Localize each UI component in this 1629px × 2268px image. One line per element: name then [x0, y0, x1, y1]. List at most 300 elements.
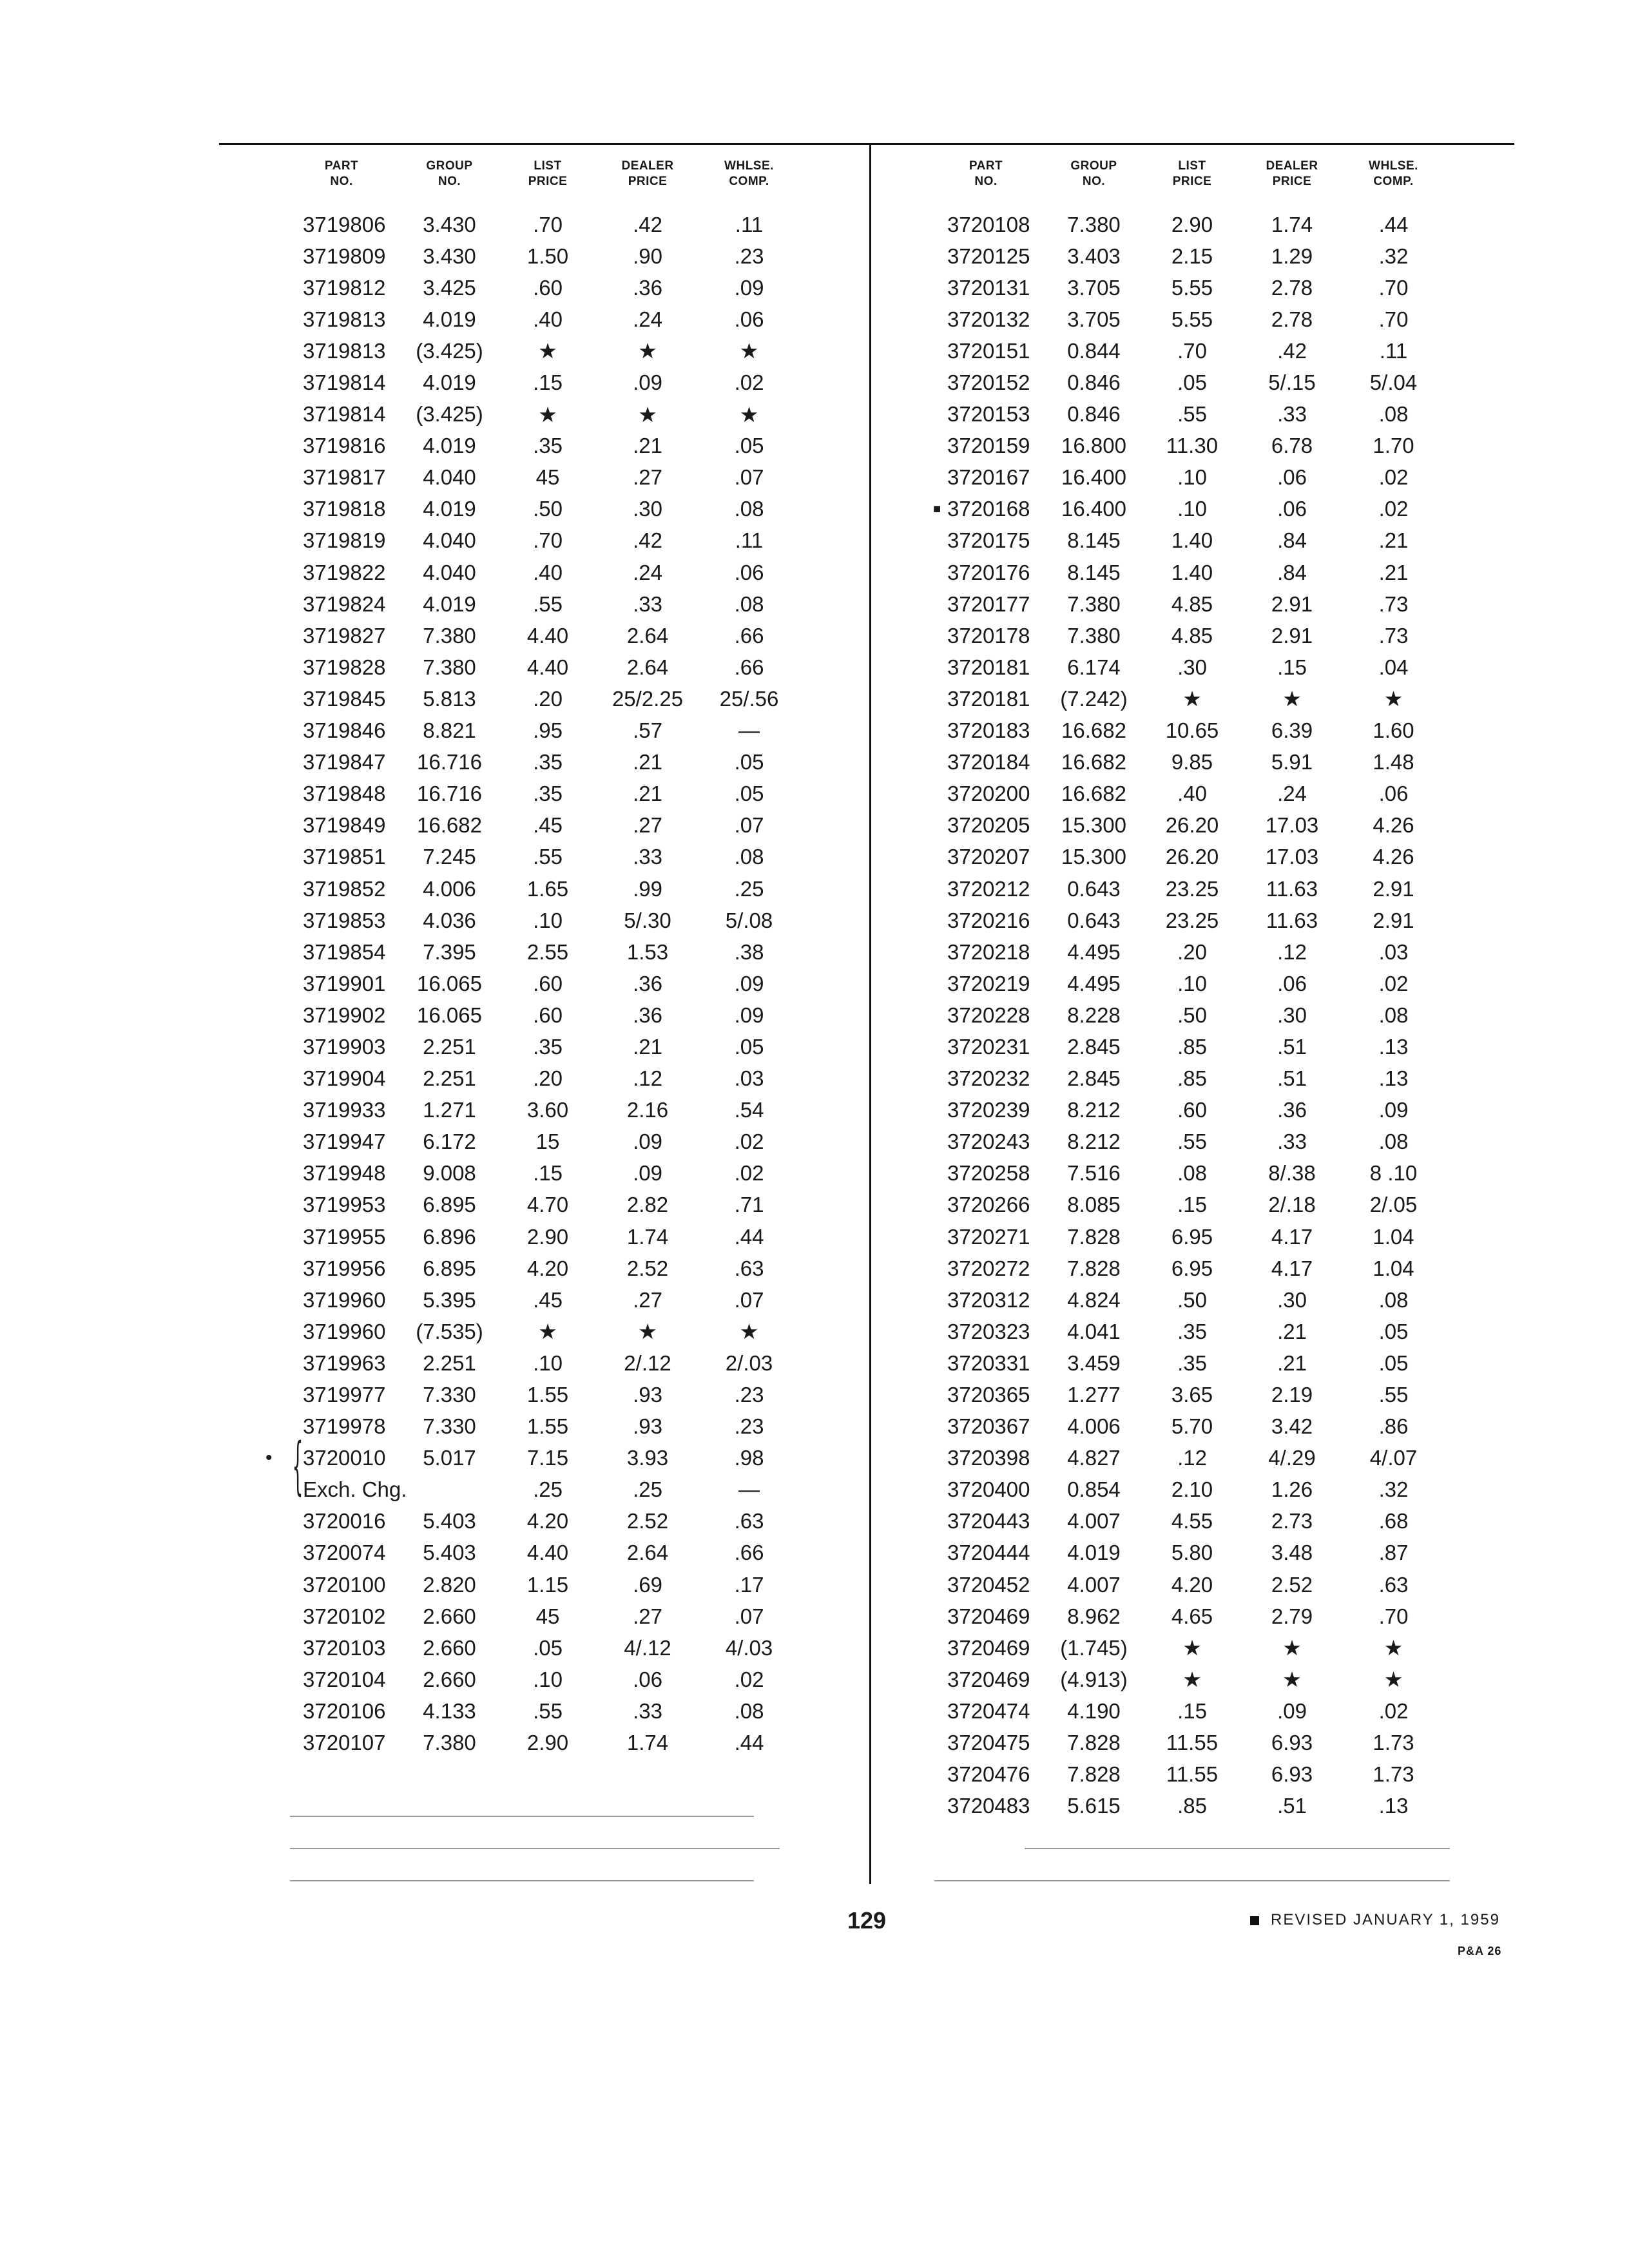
cell-list-price: 4.20 [526, 1256, 569, 1280]
cell-group-no: 5.403 [423, 1509, 476, 1533]
cell-dealer-price: 8/.38 [1268, 1161, 1316, 1186]
header-dealer-price: DEALER PRICE [621, 159, 674, 188]
right-table-body [928, 209, 1443, 1822]
cell-part-no: 3720312 [947, 1287, 1030, 1312]
cell-dealer-price: .36 [1277, 1098, 1307, 1122]
cell-list-price: .60 [533, 971, 563, 995]
cell-whlse-comp: .02 [1378, 465, 1409, 490]
cell-whlse-comp: .05 [1378, 1350, 1409, 1375]
cell-group-no: 5.403 [423, 1541, 476, 1565]
cell-part-no: 3720443 [947, 1509, 1030, 1533]
cell-group-no: 0.643 [1067, 876, 1121, 901]
cell-part-no: 3720153 [947, 402, 1030, 427]
cell-part-no: 3719814 [303, 370, 386, 395]
page-number: 129 [847, 1907, 887, 1934]
cell-whlse-comp: .25 [734, 876, 764, 901]
cell-part-no: 3720152 [947, 370, 1030, 395]
table-row [928, 399, 1443, 430]
table-row [284, 968, 799, 999]
table-row [928, 272, 1443, 303]
table-row [928, 557, 1443, 588]
cell-whlse-comp: 1.48 [1373, 750, 1414, 774]
cell-part-no: 3720272 [947, 1256, 1030, 1280]
cell-part-no: 3719960 [303, 1287, 386, 1312]
right-table-header [928, 159, 1443, 196]
cell-part-no: 3720016 [303, 1509, 386, 1533]
cell-part-no: 3720243 [947, 1129, 1030, 1154]
table-row [284, 209, 799, 240]
cell-group-no: 5.615 [1067, 1794, 1121, 1818]
cell-list-price: ★ [538, 339, 557, 363]
cell-dealer-price: ★ [638, 402, 657, 427]
cell-whlse-comp: — [738, 1477, 760, 1502]
cell-whlse-comp: .07 [734, 1604, 764, 1628]
table-row [284, 335, 799, 367]
cell-group-no: 6.895 [423, 1256, 476, 1280]
table-row [284, 683, 799, 715]
table-row [284, 936, 799, 968]
left-table-header [284, 159, 799, 196]
cell-part-no: 3720266 [947, 1193, 1030, 1217]
table-row [928, 715, 1443, 747]
cell-dealer-price: .24 [633, 560, 662, 584]
cell-group-no: 16.800 [1061, 434, 1126, 458]
cell-part-no: 3719956 [303, 1256, 386, 1280]
table-row [928, 810, 1443, 841]
table-row [928, 1600, 1443, 1632]
cell-list-price: .08 [1177, 1161, 1207, 1186]
cell-dealer-price: ★ [1282, 1636, 1302, 1660]
cell-list-price: .10 [533, 1667, 563, 1691]
cell-list-price: 45 [535, 1604, 560, 1628]
header-whlse-comp: WHLSE. COMP. [724, 159, 774, 188]
cell-list-price: 10.65 [1165, 718, 1219, 743]
table-row [928, 494, 1443, 525]
cell-whlse-comp: .09 [734, 971, 764, 995]
cell-group-no: 16.716 [417, 750, 482, 774]
cell-part-no: 3720177 [947, 591, 1030, 616]
cell-group-no: (3.425) [416, 402, 483, 427]
cell-whlse-comp: 4.26 [1373, 845, 1414, 869]
cell-whlse-comp: .08 [734, 845, 764, 869]
cell-part-no: Exch. Chg. [303, 1477, 407, 1502]
cell-dealer-price: 2.52 [626, 1509, 669, 1533]
cell-list-price: 1.40 [1171, 528, 1213, 553]
cell-group-no: 15.300 [1061, 845, 1126, 869]
table-row [284, 1695, 799, 1727]
cell-group-no: 4.041 [1067, 1319, 1121, 1343]
cell-dealer-price: 2.78 [1271, 275, 1313, 300]
table-row [928, 1474, 1443, 1506]
cell-whlse-comp: .02 [1378, 971, 1409, 995]
cell-list-price: 3.60 [526, 1098, 569, 1122]
cell-group-no: 4.827 [1067, 1446, 1121, 1470]
cell-dealer-price: .33 [1277, 402, 1307, 427]
cell-part-no: 3719849 [303, 813, 386, 838]
table-row [284, 1221, 799, 1253]
cell-group-no: 4.019 [423, 497, 476, 521]
cell-list-price: .50 [1177, 1003, 1207, 1027]
cell-whlse-comp: .23 [734, 1414, 764, 1439]
table-row [284, 557, 799, 588]
cell-group-no: 15.300 [1061, 813, 1126, 838]
cell-part-no: 3720107 [303, 1731, 386, 1755]
cell-whlse-comp: .11 [735, 212, 764, 236]
cell-list-price: ★ [1182, 687, 1202, 711]
cell-list-price: .45 [533, 813, 563, 838]
cell-group-no: 16.682 [417, 813, 482, 838]
cell-part-no: 3720331 [947, 1350, 1030, 1375]
cell-whlse-comp: .54 [734, 1098, 764, 1122]
cell-group-no: 3.705 [1067, 307, 1121, 331]
cell-part-no: 3720469 [947, 1635, 1030, 1660]
cell-part-no: 3720367 [947, 1414, 1030, 1439]
table-row [928, 1031, 1443, 1062]
table-row [284, 747, 799, 778]
cell-list-price: 23.25 [1165, 876, 1219, 901]
cell-list-price: .40 [533, 307, 563, 331]
cell-group-no: 7.380 [1067, 623, 1121, 648]
cell-whlse-comp: .55 [1378, 1383, 1409, 1407]
cell-dealer-price: 2.19 [1271, 1383, 1313, 1407]
cell-group-no: 7.380 [423, 655, 476, 679]
cell-list-price: 2.15 [1171, 244, 1213, 268]
cell-part-no: 3719902 [303, 1003, 386, 1027]
cell-whlse-comp: .17 [734, 1572, 764, 1597]
cell-group-no: (1.745) [1060, 1635, 1128, 1660]
cell-part-no: 3720212 [947, 876, 1030, 901]
table-row [284, 651, 799, 683]
cell-list-price: .35 [533, 434, 563, 458]
table-row [284, 999, 799, 1031]
cell-group-no: 7.828 [1067, 1256, 1121, 1280]
cell-group-no: 3.430 [423, 212, 476, 236]
cell-group-no: 3.459 [1067, 1350, 1121, 1375]
cell-list-price: .55 [1177, 1129, 1207, 1154]
cell-part-no: 3719812 [303, 275, 386, 300]
table-row [928, 525, 1443, 557]
cell-whlse-comp: .05 [1378, 1319, 1409, 1343]
table-row [928, 303, 1443, 335]
cell-whlse-comp: .66 [734, 655, 764, 679]
header-part-no: PART NO. [324, 159, 359, 188]
cell-whlse-comp: .05 [734, 782, 764, 806]
cell-dealer-price: .51 [1277, 1034, 1307, 1059]
cell-group-no: 4.019 [423, 370, 476, 395]
cell-group-no: 4.190 [1067, 1698, 1121, 1723]
cell-part-no: 3720239 [947, 1098, 1030, 1122]
right-column-table [928, 159, 1443, 1822]
cell-list-price: 6.95 [1171, 1224, 1213, 1249]
cell-part-no: 3719809 [303, 244, 386, 268]
cell-part-no: 3720258 [947, 1161, 1030, 1186]
cell-list-price: .60 [533, 275, 563, 300]
cell-dealer-price: .27 [633, 1604, 662, 1628]
cell-dealer-price: .90 [633, 244, 662, 268]
cell-list-price: .20 [533, 1066, 563, 1091]
cell-group-no: 7.245 [423, 845, 476, 869]
table-row [284, 1031, 799, 1062]
cell-group-no: 16.400 [1061, 465, 1126, 490]
cell-list-price: .85 [1177, 1066, 1207, 1091]
cell-group-no: 6.172 [423, 1129, 476, 1154]
table-row [928, 683, 1443, 715]
cell-group-no: 3.705 [1067, 275, 1121, 300]
cell-part-no: 3720219 [947, 971, 1030, 995]
cell-group-no: 0.846 [1067, 402, 1121, 427]
cell-part-no: 3720184 [947, 750, 1030, 774]
cell-part-no: 3720168 [947, 497, 1030, 521]
table-row [284, 1537, 799, 1569]
cell-whlse-comp: .13 [1378, 1794, 1409, 1818]
cell-list-price: 5.70 [1171, 1414, 1213, 1439]
cell-whlse-comp: .70 [1378, 307, 1409, 331]
cell-part-no: 3719977 [303, 1383, 386, 1407]
cell-list-price: 26.20 [1165, 845, 1219, 869]
table-row [284, 303, 799, 335]
cell-list-price: 1.15 [526, 1572, 569, 1597]
cell-dealer-price: 11.63 [1266, 908, 1318, 932]
cell-list-price: 11.55 [1166, 1731, 1219, 1755]
cell-part-no: 3720183 [947, 718, 1030, 743]
cell-group-no: 16.400 [1061, 497, 1126, 521]
cell-group-no: 3.403 [1067, 244, 1121, 268]
table-row [284, 430, 799, 462]
cell-whlse-comp: .38 [734, 939, 764, 964]
cell-part-no: 3720108 [947, 212, 1030, 236]
cell-whlse-comp: .09 [734, 1003, 764, 1027]
cell-group-no: 8.962 [1067, 1604, 1121, 1628]
cell-dealer-price: .21 [633, 434, 662, 458]
cell-group-no: 0.854 [1067, 1477, 1121, 1502]
cell-whlse-comp: 1.73 [1373, 1762, 1414, 1787]
cell-dealer-price: .06 [1277, 971, 1307, 995]
table-row [284, 588, 799, 620]
cell-group-no: (7.242) [1060, 686, 1128, 711]
faint-rule [290, 1816, 754, 1817]
cell-group-no: 2.845 [1067, 1034, 1121, 1059]
cell-part-no: 3719819 [303, 528, 386, 553]
table-row [284, 1126, 799, 1158]
cell-part-no: 3720178 [947, 623, 1030, 648]
cell-whlse-comp: 1.04 [1373, 1256, 1414, 1280]
table-row [928, 1253, 1443, 1284]
cell-part-no: 3719947 [303, 1129, 386, 1154]
header-dealer-price: DEALER PRICE [1266, 159, 1318, 188]
cell-group-no: 2.251 [423, 1350, 476, 1375]
cell-list-price: 1.55 [526, 1383, 569, 1407]
cell-part-no: 3719847 [303, 750, 386, 774]
table-row [928, 841, 1443, 873]
cell-list-price: .40 [533, 560, 563, 584]
cell-list-price: 4.20 [1171, 1572, 1213, 1597]
cell-list-price: .85 [1177, 1794, 1207, 1818]
table-row [284, 1727, 799, 1759]
cell-whlse-comp: .87 [1378, 1541, 1409, 1565]
cell-group-no: 8.212 [1067, 1098, 1121, 1122]
cell-group-no: 0.846 [1067, 370, 1121, 395]
cell-part-no: 3719848 [303, 782, 386, 806]
cell-list-price: 9.85 [1171, 750, 1213, 774]
cell-group-no: 8.821 [423, 718, 476, 743]
cell-part-no: 3720181 [947, 655, 1030, 679]
cell-dealer-price: 6.93 [1271, 1731, 1313, 1755]
cell-list-price: .10 [1177, 465, 1207, 490]
cell-list-price: ★ [1182, 1636, 1202, 1660]
cell-dealer-price: .33 [633, 1698, 662, 1723]
table-row [284, 1063, 799, 1095]
cell-part-no: 3720159 [947, 434, 1030, 458]
cell-dealer-price: 2.91 [1271, 623, 1313, 648]
cell-group-no: 5.017 [423, 1446, 476, 1470]
cell-part-no: 3720218 [947, 939, 1030, 964]
cell-whlse-comp: 1.73 [1373, 1731, 1414, 1755]
cell-list-price: .40 [1177, 782, 1207, 806]
cell-list-price: 15 [535, 1129, 560, 1154]
cell-whlse-comp: ★ [1383, 1667, 1403, 1692]
table-row [928, 936, 1443, 968]
cell-list-price: .60 [533, 1003, 563, 1027]
cell-list-price: 26.20 [1165, 813, 1219, 838]
table-row [928, 335, 1443, 367]
cell-dealer-price: .09 [633, 370, 662, 395]
cell-list-price: .35 [1177, 1350, 1207, 1375]
cell-dealer-price: .09 [1277, 1698, 1307, 1723]
cell-whlse-comp: .11 [1379, 338, 1408, 363]
cell-dealer-price: 4.17 [1271, 1224, 1313, 1249]
cell-part-no: 3720106 [303, 1698, 386, 1723]
cell-list-price: 2.10 [1171, 1477, 1213, 1502]
cell-group-no: 7.330 [423, 1383, 476, 1407]
cell-list-price: 6.95 [1171, 1256, 1213, 1280]
cell-whlse-comp: 5/.08 [725, 908, 773, 932]
cell-whlse-comp: 4/.03 [725, 1635, 773, 1660]
cell-whlse-comp: .44 [734, 1224, 764, 1249]
cell-whlse-comp: ★ [739, 402, 759, 427]
cell-dealer-price: .27 [633, 465, 662, 490]
cell-part-no: 3720398 [947, 1446, 1030, 1470]
cell-whlse-comp: .09 [1378, 1098, 1409, 1122]
cell-list-price: .55 [533, 845, 563, 869]
table-row [928, 1443, 1443, 1474]
cell-dealer-price: .12 [633, 1066, 662, 1091]
cell-list-price: 4.70 [526, 1193, 569, 1217]
cell-dealer-price: 2.64 [626, 623, 669, 648]
cell-whlse-comp: 1.70 [1373, 434, 1414, 458]
cell-dealer-price: 5.91 [1271, 750, 1313, 774]
table-row [284, 715, 799, 747]
faint-rule [290, 1848, 780, 1849]
table-row [928, 1759, 1443, 1791]
table-row [928, 1221, 1443, 1253]
cell-group-no: 0.844 [1067, 338, 1121, 363]
cell-dealer-price: .21 [633, 782, 662, 806]
table-row [928, 968, 1443, 999]
table-row [928, 1506, 1443, 1537]
cell-list-price: 11.55 [1166, 1762, 1219, 1787]
cell-dealer-price: .42 [633, 212, 662, 236]
cell-dealer-price: 11.63 [1266, 876, 1318, 901]
cell-list-price: .55 [1177, 402, 1207, 427]
cell-list-price: 2.55 [526, 939, 569, 964]
cell-whlse-comp: 25/.56 [719, 686, 779, 711]
cell-group-no: 4.040 [423, 560, 476, 584]
cell-part-no: 3720231 [947, 1034, 1030, 1059]
cell-dealer-price: 3.48 [1271, 1541, 1313, 1565]
left-column-table [265, 159, 799, 1759]
cell-group-no: 7.380 [1067, 591, 1121, 616]
cell-whlse-comp: .70 [1378, 1604, 1409, 1628]
table-row [928, 462, 1443, 494]
cell-whlse-comp: .08 [1378, 402, 1409, 427]
cell-dealer-price: .51 [1277, 1794, 1307, 1818]
cell-list-price: 4.65 [1171, 1604, 1213, 1628]
cell-list-price: .55 [533, 1698, 563, 1723]
cell-list-price: 2.90 [526, 1731, 569, 1755]
cell-list-price: .05 [1177, 370, 1207, 395]
cell-part-no: 3720132 [947, 307, 1030, 331]
cell-list-price: .12 [1177, 1446, 1207, 1470]
cell-list-price: 23.25 [1165, 908, 1219, 932]
cell-list-price: ★ [538, 402, 557, 427]
cell-dealer-price: .36 [633, 971, 662, 995]
cell-dealer-price: 2.91 [1271, 591, 1313, 616]
cell-part-no: 3720131 [947, 275, 1030, 300]
cell-group-no: (4.913) [1060, 1667, 1128, 1691]
table-row [928, 999, 1443, 1031]
cell-part-no: 3719852 [303, 876, 386, 901]
cell-whlse-comp: 2/.03 [725, 1350, 773, 1375]
cell-group-no: 7.330 [423, 1414, 476, 1439]
table-row [928, 1379, 1443, 1410]
revision-square-icon [1250, 1916, 1259, 1925]
table-row [928, 1664, 1443, 1695]
cell-whlse-comp: .44 [734, 1731, 764, 1755]
cell-dealer-price: 2.82 [626, 1193, 669, 1217]
table-row [284, 1347, 799, 1379]
cell-dealer-price: .36 [633, 1003, 662, 1027]
cell-dealer-price: ★ [1282, 1667, 1302, 1692]
cell-dealer-price: .27 [633, 813, 662, 838]
cell-dealer-price: .25 [633, 1477, 662, 1502]
cell-dealer-price: 5/.15 [1268, 370, 1316, 395]
top-rule [219, 143, 1514, 145]
cell-dealer-price: 2.16 [626, 1098, 669, 1122]
cell-whlse-comp: .04 [1378, 655, 1409, 679]
table-row [284, 525, 799, 557]
cell-dealer-price: 17.03 [1265, 845, 1319, 869]
cell-list-price: .15 [533, 370, 563, 395]
cell-list-price: .20 [533, 686, 563, 711]
table-row [284, 778, 799, 810]
cell-list-price: .50 [1177, 1287, 1207, 1312]
cell-dealer-price: 4/.12 [624, 1635, 671, 1660]
cell-group-no: 0.643 [1067, 908, 1121, 932]
cell-group-no: 4.040 [423, 465, 476, 490]
table-row [928, 588, 1443, 620]
cell-dealer-price: .69 [633, 1572, 662, 1597]
table-row [284, 1569, 799, 1600]
cell-whlse-comp: .02 [734, 1129, 764, 1154]
cell-whlse-comp: .32 [1378, 1477, 1409, 1502]
cell-part-no: 3719816 [303, 434, 386, 458]
cell-dealer-price: .09 [633, 1129, 662, 1154]
cell-list-price: 4.20 [526, 1509, 569, 1533]
table-row [928, 240, 1443, 272]
cell-part-no: 3720074 [303, 1541, 386, 1565]
table-row [284, 1474, 799, 1506]
cell-part-no: 3719903 [303, 1034, 386, 1059]
